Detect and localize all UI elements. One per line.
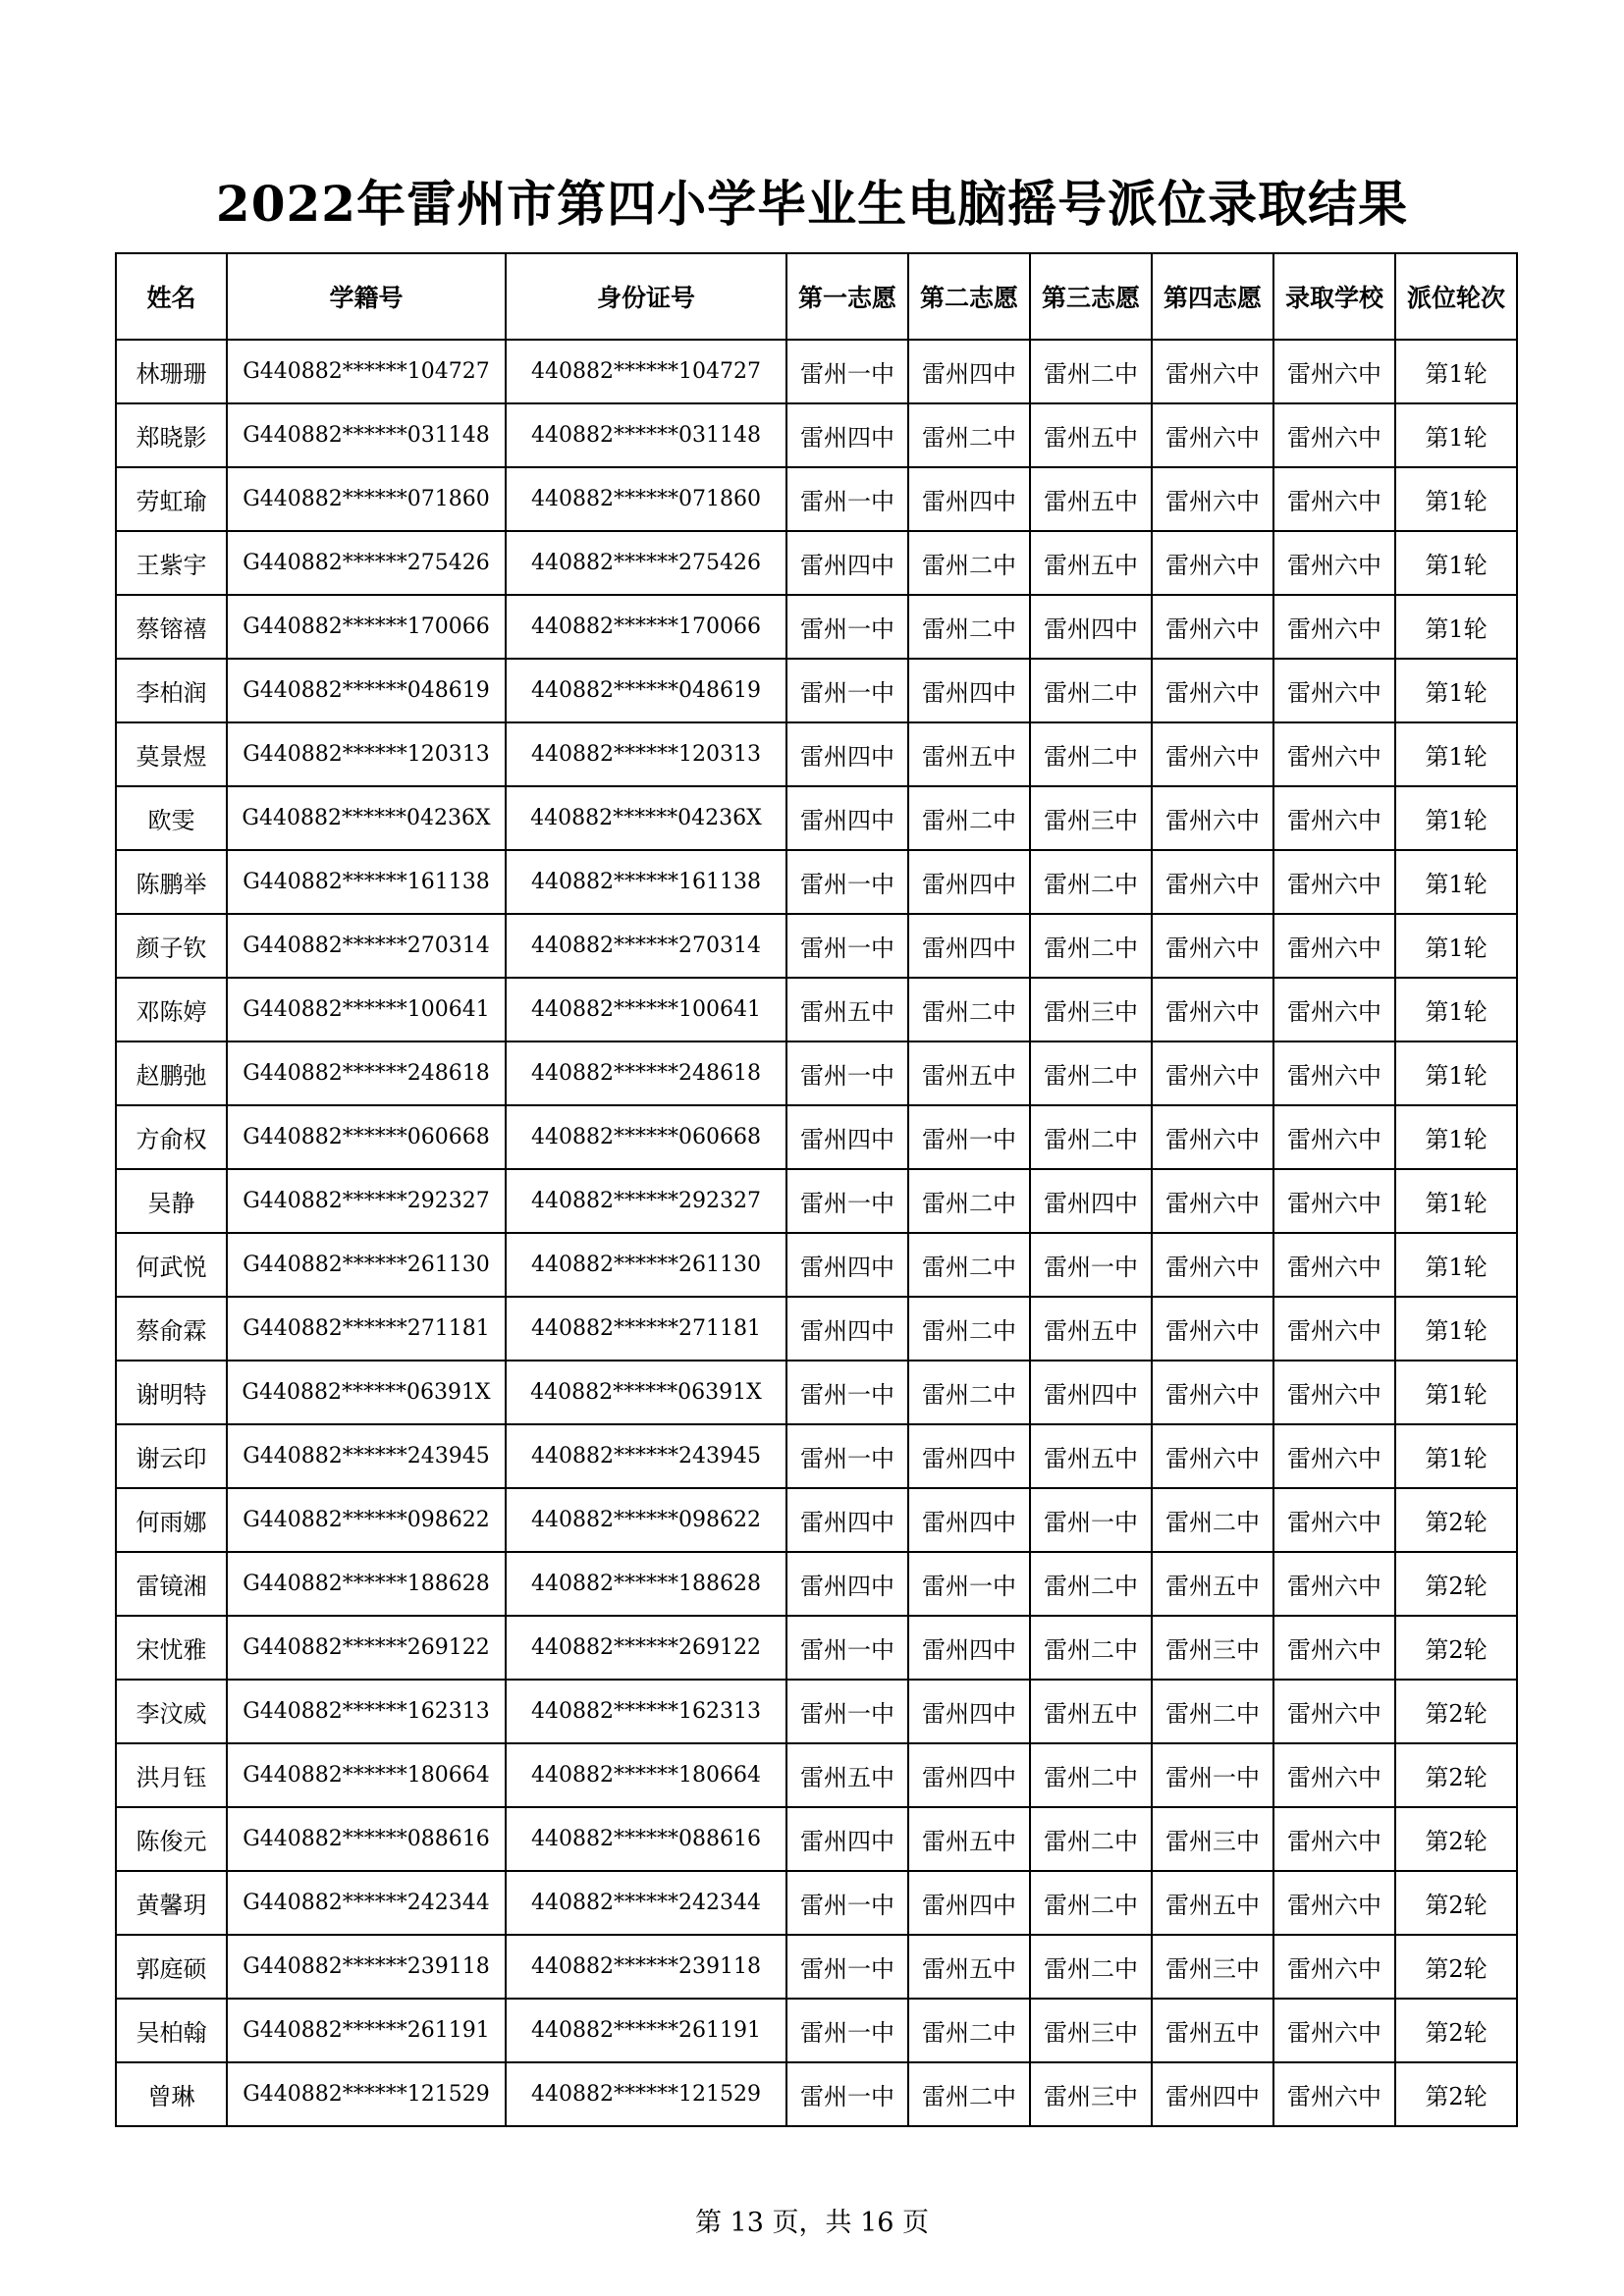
cell-admitted-school: 雷州六中 — [1273, 403, 1395, 467]
cell-choice-1: 雷州一中 — [786, 1169, 908, 1233]
cell-id-number: 440882******248618 — [506, 1041, 786, 1105]
cell-admitted-school: 雷州六中 — [1273, 1424, 1395, 1488]
cell-choice-2: 雷州二中 — [908, 403, 1030, 467]
cell-admitted-school: 雷州六中 — [1273, 340, 1395, 403]
cell-choice-1: 雷州四中 — [786, 1807, 908, 1871]
cell-choice-3: 雷州五中 — [1030, 1680, 1152, 1743]
cell-choice-2: 雷州四中 — [908, 659, 1030, 722]
cell-choice-2: 雷州二中 — [908, 1999, 1030, 2062]
cell-student-number: G440882******031148 — [227, 403, 506, 467]
cell-admitted-school: 雷州六中 — [1273, 914, 1395, 978]
table-row — [116, 1297, 1517, 1361]
cell-admitted-school: 雷州六中 — [1273, 1297, 1395, 1361]
cell-name: 郭庭硕 — [116, 1935, 227, 1999]
table-row — [116, 340, 1517, 403]
cell-choice-1: 雷州一中 — [786, 659, 908, 722]
cell-id-number: 440882******275426 — [506, 531, 786, 595]
cell-name: 莫景煜 — [116, 722, 227, 786]
cell-id-number: 440882******292327 — [506, 1169, 786, 1233]
table-row — [116, 1680, 1517, 1743]
cell-choice-4: 雷州六中 — [1152, 1297, 1273, 1361]
cell-choice-3: 雷州四中 — [1030, 1169, 1152, 1233]
cell-choice-1: 雷州四中 — [786, 531, 908, 595]
cell-choice-4: 雷州四中 — [1152, 2062, 1273, 2126]
cell-choice-1: 雷州一中 — [786, 595, 908, 659]
cell-choice-2: 雷州五中 — [908, 1807, 1030, 1871]
cell-name: 洪月钰 — [116, 1743, 227, 1807]
cell-choice-2: 雷州二中 — [908, 1361, 1030, 1424]
cell-student-number: G440882******060668 — [227, 1105, 506, 1169]
cell-choice-3: 雷州五中 — [1030, 1297, 1152, 1361]
cell-id-number: 440882******180664 — [506, 1743, 786, 1807]
cell-choice-3: 雷州二中 — [1030, 850, 1152, 914]
cell-name: 陈鹏举 — [116, 850, 227, 914]
cell-student-number: G440882******239118 — [227, 1935, 506, 1999]
cell-name: 邓陈婷 — [116, 978, 227, 1041]
cell-choice-4: 雷州六中 — [1152, 1041, 1273, 1105]
cell-choice-4: 雷州五中 — [1152, 1999, 1273, 2062]
cell-choice-4: 雷州三中 — [1152, 1616, 1273, 1680]
cell-student-number: G440882******170066 — [227, 595, 506, 659]
cell-name: 劳虹瑜 — [116, 467, 227, 531]
cell-student-number: G440882******261191 — [227, 1999, 506, 2062]
cell-round: 第1轮 — [1395, 978, 1517, 1041]
cell-choice-3: 雷州三中 — [1030, 786, 1152, 850]
cell-id-number: 440882******060668 — [506, 1105, 786, 1169]
cell-admitted-school: 雷州六中 — [1273, 2062, 1395, 2126]
cell-name: 雷镜湘 — [116, 1552, 227, 1616]
cell-name: 方俞权 — [116, 1105, 227, 1169]
cell-choice-4: 雷州二中 — [1152, 1488, 1273, 1552]
cell-choice-1: 雷州一中 — [786, 1616, 908, 1680]
cell-round: 第2轮 — [1395, 1807, 1517, 1871]
cell-choice-2: 雷州五中 — [908, 722, 1030, 786]
table-row — [116, 1488, 1517, 1552]
cell-choice-1: 雷州一中 — [786, 1424, 908, 1488]
cell-choice-4: 雷州六中 — [1152, 1361, 1273, 1424]
cell-choice-4: 雷州三中 — [1152, 1807, 1273, 1871]
cell-choice-4: 雷州六中 — [1152, 403, 1273, 467]
cell-round: 第2轮 — [1395, 1871, 1517, 1935]
table-row — [116, 1807, 1517, 1871]
table-row — [116, 1424, 1517, 1488]
cell-admitted-school: 雷州六中 — [1273, 850, 1395, 914]
header-student-number: 学籍号 — [227, 253, 506, 340]
cell-choice-2: 雷州四中 — [908, 467, 1030, 531]
cell-round: 第1轮 — [1395, 340, 1517, 403]
cell-admitted-school: 雷州六中 — [1273, 467, 1395, 531]
cell-round: 第1轮 — [1395, 1041, 1517, 1105]
cell-choice-3: 雷州五中 — [1030, 531, 1152, 595]
cell-round: 第2轮 — [1395, 1680, 1517, 1743]
cell-choice-4: 雷州六中 — [1152, 1105, 1273, 1169]
cell-choice-3: 雷州二中 — [1030, 1105, 1152, 1169]
cell-choice-1: 雷州四中 — [786, 1233, 908, 1297]
cell-choice-3: 雷州一中 — [1030, 1488, 1152, 1552]
cell-id-number: 440882******161138 — [506, 850, 786, 914]
cell-round: 第1轮 — [1395, 1297, 1517, 1361]
cell-choice-4: 雷州六中 — [1152, 850, 1273, 914]
cell-choice-1: 雷州一中 — [786, 1361, 908, 1424]
cell-id-number: 440882******098622 — [506, 1488, 786, 1552]
cell-choice-4: 雷州六中 — [1152, 914, 1273, 978]
cell-name: 蔡镕禧 — [116, 595, 227, 659]
cell-choice-3: 雷州二中 — [1030, 1871, 1152, 1935]
cell-choice-4: 雷州六中 — [1152, 722, 1273, 786]
cell-choice-4: 雷州六中 — [1152, 1169, 1273, 1233]
cell-student-number: G440882******242344 — [227, 1871, 506, 1935]
cell-name: 吴静 — [116, 1169, 227, 1233]
cell-name: 郑晓影 — [116, 403, 227, 467]
cell-choice-1: 雷州四中 — [786, 786, 908, 850]
cell-round: 第1轮 — [1395, 595, 1517, 659]
header-choice-1: 第一志愿 — [786, 253, 908, 340]
cell-choice-1: 雷州一中 — [786, 850, 908, 914]
cell-choice-2: 雷州五中 — [908, 1041, 1030, 1105]
cell-name: 谢明特 — [116, 1361, 227, 1424]
cell-admitted-school: 雷州六中 — [1273, 595, 1395, 659]
table-row — [116, 2062, 1517, 2126]
table-row — [116, 1041, 1517, 1105]
cell-student-number: G440882******180664 — [227, 1743, 506, 1807]
cell-admitted-school: 雷州六中 — [1273, 1999, 1395, 2062]
table-row — [116, 1552, 1517, 1616]
cell-student-number: G440882******261130 — [227, 1233, 506, 1297]
cell-round: 第1轮 — [1395, 914, 1517, 978]
table-row — [116, 850, 1517, 914]
cell-id-number: 440882******269122 — [506, 1616, 786, 1680]
cell-student-number: G440882******188628 — [227, 1552, 506, 1616]
cell-choice-4: 雷州六中 — [1152, 978, 1273, 1041]
cell-choice-1: 雷州一中 — [786, 1680, 908, 1743]
cell-id-number: 440882******120313 — [506, 722, 786, 786]
cell-round: 第2轮 — [1395, 1935, 1517, 1999]
cell-choice-3: 雷州二中 — [1030, 1552, 1152, 1616]
cell-choice-3: 雷州二中 — [1030, 1041, 1152, 1105]
cell-choice-2: 雷州二中 — [908, 1297, 1030, 1361]
cell-choice-2: 雷州五中 — [908, 1935, 1030, 1999]
header-id-number: 身份证号 — [506, 253, 786, 340]
table-row — [116, 1616, 1517, 1680]
table-header-row — [116, 253, 1517, 340]
cell-choice-1: 雷州四中 — [786, 1552, 908, 1616]
cell-choice-3: 雷州二中 — [1030, 340, 1152, 403]
cell-name: 李柏润 — [116, 659, 227, 722]
cell-admitted-school: 雷州六中 — [1273, 1233, 1395, 1297]
cell-round: 第1轮 — [1395, 850, 1517, 914]
cell-id-number: 440882******242344 — [506, 1871, 786, 1935]
cell-choice-4: 雷州六中 — [1152, 1424, 1273, 1488]
header-choice-2: 第二志愿 — [908, 253, 1030, 340]
cell-admitted-school: 雷州六中 — [1273, 1935, 1395, 1999]
cell-choice-4: 雷州二中 — [1152, 1680, 1273, 1743]
table-row — [116, 1233, 1517, 1297]
cell-id-number: 440882******188628 — [506, 1552, 786, 1616]
cell-round: 第2轮 — [1395, 1999, 1517, 2062]
cell-round: 第2轮 — [1395, 1743, 1517, 1807]
cell-name: 谢云印 — [116, 1424, 227, 1488]
cell-student-number: G440882******248618 — [227, 1041, 506, 1105]
cell-id-number: 440882******031148 — [506, 403, 786, 467]
cell-id-number: 440882******170066 — [506, 595, 786, 659]
cell-student-number: G440882******04236X — [227, 786, 506, 850]
cell-student-number: G440882******269122 — [227, 1616, 506, 1680]
cell-student-number: G440882******275426 — [227, 531, 506, 595]
cell-choice-2: 雷州二中 — [908, 595, 1030, 659]
cell-id-number: 440882******048619 — [506, 659, 786, 722]
cell-student-number: G440882******120313 — [227, 722, 506, 786]
cell-admitted-school: 雷州六中 — [1273, 1871, 1395, 1935]
table-row — [116, 403, 1517, 467]
cell-student-number: G440882******071860 — [227, 467, 506, 531]
cell-choice-2: 雷州一中 — [908, 1105, 1030, 1169]
cell-admitted-school: 雷州六中 — [1273, 1680, 1395, 1743]
cell-student-number: G440882******162313 — [227, 1680, 506, 1743]
cell-admitted-school: 雷州六中 — [1273, 978, 1395, 1041]
cell-round: 第1轮 — [1395, 722, 1517, 786]
cell-id-number: 440882******121529 — [506, 2062, 786, 2126]
cell-choice-3: 雷州二中 — [1030, 1935, 1152, 1999]
cell-round: 第1轮 — [1395, 1105, 1517, 1169]
cell-choice-2: 雷州四中 — [908, 1616, 1030, 1680]
cell-choice-3: 雷州二中 — [1030, 914, 1152, 978]
table-row — [116, 1871, 1517, 1935]
cell-choice-3: 雷州三中 — [1030, 1999, 1152, 2062]
cell-id-number: 440882******261191 — [506, 1999, 786, 2062]
cell-choice-3: 雷州一中 — [1030, 1233, 1152, 1297]
cell-choice-3: 雷州五中 — [1030, 467, 1152, 531]
cell-choice-1: 雷州一中 — [786, 340, 908, 403]
cell-choice-2: 雷州四中 — [908, 914, 1030, 978]
cell-choice-2: 雷州四中 — [908, 1680, 1030, 1743]
cell-student-number: G440882******098622 — [227, 1488, 506, 1552]
cell-id-number: 440882******071860 — [506, 467, 786, 531]
cell-choice-1: 雷州一中 — [786, 1999, 908, 2062]
cell-choice-2: 雷州四中 — [908, 850, 1030, 914]
cell-name: 林珊珊 — [116, 340, 227, 403]
page-title: 2022年雷州市第四小学毕业生电脑摇号派位录取结果 — [215, 175, 1409, 233]
cell-admitted-school: 雷州六中 — [1273, 1616, 1395, 1680]
cell-id-number: 440882******088616 — [506, 1807, 786, 1871]
cell-choice-2: 雷州四中 — [908, 1488, 1030, 1552]
table-row — [116, 1361, 1517, 1424]
cell-choice-1: 雷州一中 — [786, 1041, 908, 1105]
table-row — [116, 1743, 1517, 1807]
cell-choice-3: 雷州四中 — [1030, 1361, 1152, 1424]
cell-student-number: G440882******161138 — [227, 850, 506, 914]
cell-admitted-school: 雷州六中 — [1273, 722, 1395, 786]
cell-student-number: G440882******100641 — [227, 978, 506, 1041]
cell-admitted-school: 雷州六中 — [1273, 786, 1395, 850]
cell-choice-1: 雷州四中 — [786, 403, 908, 467]
cell-round: 第1轮 — [1395, 467, 1517, 531]
cell-id-number: 440882******271181 — [506, 1297, 786, 1361]
cell-choice-1: 雷州四中 — [786, 1297, 908, 1361]
cell-choice-1: 雷州一中 — [786, 1871, 908, 1935]
cell-choice-4: 雷州六中 — [1152, 786, 1273, 850]
cell-choice-1: 雷州四中 — [786, 1488, 908, 1552]
cell-choice-2: 雷州二中 — [908, 978, 1030, 1041]
cell-round: 第1轮 — [1395, 786, 1517, 850]
cell-student-number: G440882******270314 — [227, 914, 506, 978]
cell-choice-4: 雷州六中 — [1152, 1233, 1273, 1297]
cell-name: 宋忧雅 — [116, 1616, 227, 1680]
cell-id-number: 440882******100641 — [506, 978, 786, 1041]
cell-choice-3: 雷州二中 — [1030, 722, 1152, 786]
cell-id-number: 440882******261130 — [506, 1233, 786, 1297]
cell-id-number: 440882******104727 — [506, 340, 786, 403]
cell-choice-2: 雷州一中 — [908, 1552, 1030, 1616]
table-row — [116, 1105, 1517, 1169]
cell-choice-2: 雷州二中 — [908, 786, 1030, 850]
cell-id-number: 440882******239118 — [506, 1935, 786, 1999]
cell-choice-4: 雷州六中 — [1152, 595, 1273, 659]
cell-choice-4: 雷州五中 — [1152, 1871, 1273, 1935]
cell-admitted-school: 雷州六中 — [1273, 1169, 1395, 1233]
cell-name: 李汶威 — [116, 1680, 227, 1743]
cell-choice-3: 雷州五中 — [1030, 403, 1152, 467]
cell-name: 何雨娜 — [116, 1488, 227, 1552]
cell-choice-3: 雷州三中 — [1030, 978, 1152, 1041]
cell-name: 欧雯 — [116, 786, 227, 850]
cell-student-number: G440882******243945 — [227, 1424, 506, 1488]
cell-name: 黄馨玥 — [116, 1871, 227, 1935]
cell-choice-1: 雷州四中 — [786, 722, 908, 786]
cell-student-number: G440882******271181 — [227, 1297, 506, 1361]
cell-admitted-school: 雷州六中 — [1273, 1552, 1395, 1616]
cell-choice-1: 雷州一中 — [786, 1935, 908, 1999]
cell-admitted-school: 雷州六中 — [1273, 659, 1395, 722]
cell-id-number: 440882******243945 — [506, 1424, 786, 1488]
table-body — [116, 340, 1517, 2126]
cell-choice-1: 雷州五中 — [786, 1743, 908, 1807]
cell-choice-2: 雷州四中 — [908, 1871, 1030, 1935]
cell-round: 第1轮 — [1395, 1424, 1517, 1488]
cell-choice-4: 雷州六中 — [1152, 531, 1273, 595]
page-footer: 第 13 页，共 16 页 — [694, 2208, 930, 2238]
cell-choice-1: 雷州一中 — [786, 467, 908, 531]
table-row — [116, 978, 1517, 1041]
cell-choice-2: 雷州二中 — [908, 1169, 1030, 1233]
cell-admitted-school: 雷州六中 — [1273, 1041, 1395, 1105]
cell-choice-4: 雷州一中 — [1152, 1743, 1273, 1807]
cell-round: 第1轮 — [1395, 1169, 1517, 1233]
cell-choice-2: 雷州二中 — [908, 2062, 1030, 2126]
cell-admitted-school: 雷州六中 — [1273, 1807, 1395, 1871]
header-name: 姓名 — [116, 253, 227, 340]
cell-round: 第1轮 — [1395, 531, 1517, 595]
cell-choice-3: 雷州四中 — [1030, 595, 1152, 659]
cell-round: 第1轮 — [1395, 1361, 1517, 1424]
cell-choice-3: 雷州五中 — [1030, 1424, 1152, 1488]
cell-admitted-school: 雷州六中 — [1273, 1361, 1395, 1424]
cell-choice-2: 雷州四中 — [908, 1424, 1030, 1488]
cell-choice-2: 雷州四中 — [908, 1743, 1030, 1807]
cell-id-number: 440882******162313 — [506, 1680, 786, 1743]
admission-results-table — [115, 252, 1518, 2127]
header-round: 派位轮次 — [1395, 253, 1517, 340]
cell-name: 王紫宇 — [116, 531, 227, 595]
cell-choice-1: 雷州四中 — [786, 1105, 908, 1169]
cell-student-number: G440882******121529 — [227, 2062, 506, 2126]
cell-choice-4: 雷州六中 — [1152, 467, 1273, 531]
cell-choice-4: 雷州六中 — [1152, 340, 1273, 403]
cell-id-number: 440882******04236X — [506, 786, 786, 850]
cell-round: 第1轮 — [1395, 659, 1517, 722]
cell-name: 曾琳 — [116, 2062, 227, 2126]
table-row — [116, 914, 1517, 978]
cell-name: 吴柏翰 — [116, 1999, 227, 2062]
cell-choice-3: 雷州二中 — [1030, 1616, 1152, 1680]
cell-id-number: 440882******06391X — [506, 1361, 786, 1424]
cell-round: 第2轮 — [1395, 1616, 1517, 1680]
cell-admitted-school: 雷州六中 — [1273, 531, 1395, 595]
cell-student-number: G440882******104727 — [227, 340, 506, 403]
cell-choice-3: 雷州三中 — [1030, 2062, 1152, 2126]
cell-round: 第2轮 — [1395, 1488, 1517, 1552]
table-row — [116, 531, 1517, 595]
cell-student-number: G440882******06391X — [227, 1361, 506, 1424]
cell-round: 第2轮 — [1395, 1552, 1517, 1616]
cell-choice-1: 雷州一中 — [786, 914, 908, 978]
cell-choice-2: 雷州四中 — [908, 340, 1030, 403]
cell-name: 颜子钦 — [116, 914, 227, 978]
cell-round: 第1轮 — [1395, 403, 1517, 467]
cell-choice-3: 雷州二中 — [1030, 1743, 1152, 1807]
cell-choice-3: 雷州二中 — [1030, 659, 1152, 722]
cell-choice-1: 雷州一中 — [786, 2062, 908, 2126]
table-row — [116, 467, 1517, 531]
cell-admitted-school: 雷州六中 — [1273, 1488, 1395, 1552]
cell-choice-4: 雷州三中 — [1152, 1935, 1273, 1999]
table-row — [116, 1935, 1517, 1999]
cell-student-number: G440882******048619 — [227, 659, 506, 722]
cell-name: 蔡俞霖 — [116, 1297, 227, 1361]
cell-choice-1: 雷州五中 — [786, 978, 908, 1041]
cell-round: 第2轮 — [1395, 2062, 1517, 2126]
cell-name: 赵鹏弛 — [116, 1041, 227, 1105]
table-row — [116, 722, 1517, 786]
header-choice-4: 第四志愿 — [1152, 253, 1273, 340]
table-row — [116, 595, 1517, 659]
cell-admitted-school: 雷州六中 — [1273, 1743, 1395, 1807]
cell-name: 何武悦 — [116, 1233, 227, 1297]
cell-choice-2: 雷州二中 — [908, 531, 1030, 595]
table-row — [116, 786, 1517, 850]
cell-id-number: 440882******270314 — [506, 914, 786, 978]
header-choice-3: 第三志愿 — [1030, 253, 1152, 340]
cell-name: 陈俊元 — [116, 1807, 227, 1871]
cell-choice-3: 雷州二中 — [1030, 1807, 1152, 1871]
table-row — [116, 659, 1517, 722]
table-row — [116, 1169, 1517, 1233]
cell-choice-4: 雷州六中 — [1152, 659, 1273, 722]
cell-choice-4: 雷州五中 — [1152, 1552, 1273, 1616]
table-row — [116, 1999, 1517, 2062]
cell-admitted-school: 雷州六中 — [1273, 1105, 1395, 1169]
cell-student-number: G440882******292327 — [227, 1169, 506, 1233]
cell-round: 第1轮 — [1395, 1233, 1517, 1297]
header-admitted-school: 录取学校 — [1273, 253, 1395, 340]
cell-student-number: G440882******088616 — [227, 1807, 506, 1871]
cell-choice-2: 雷州二中 — [908, 1233, 1030, 1297]
